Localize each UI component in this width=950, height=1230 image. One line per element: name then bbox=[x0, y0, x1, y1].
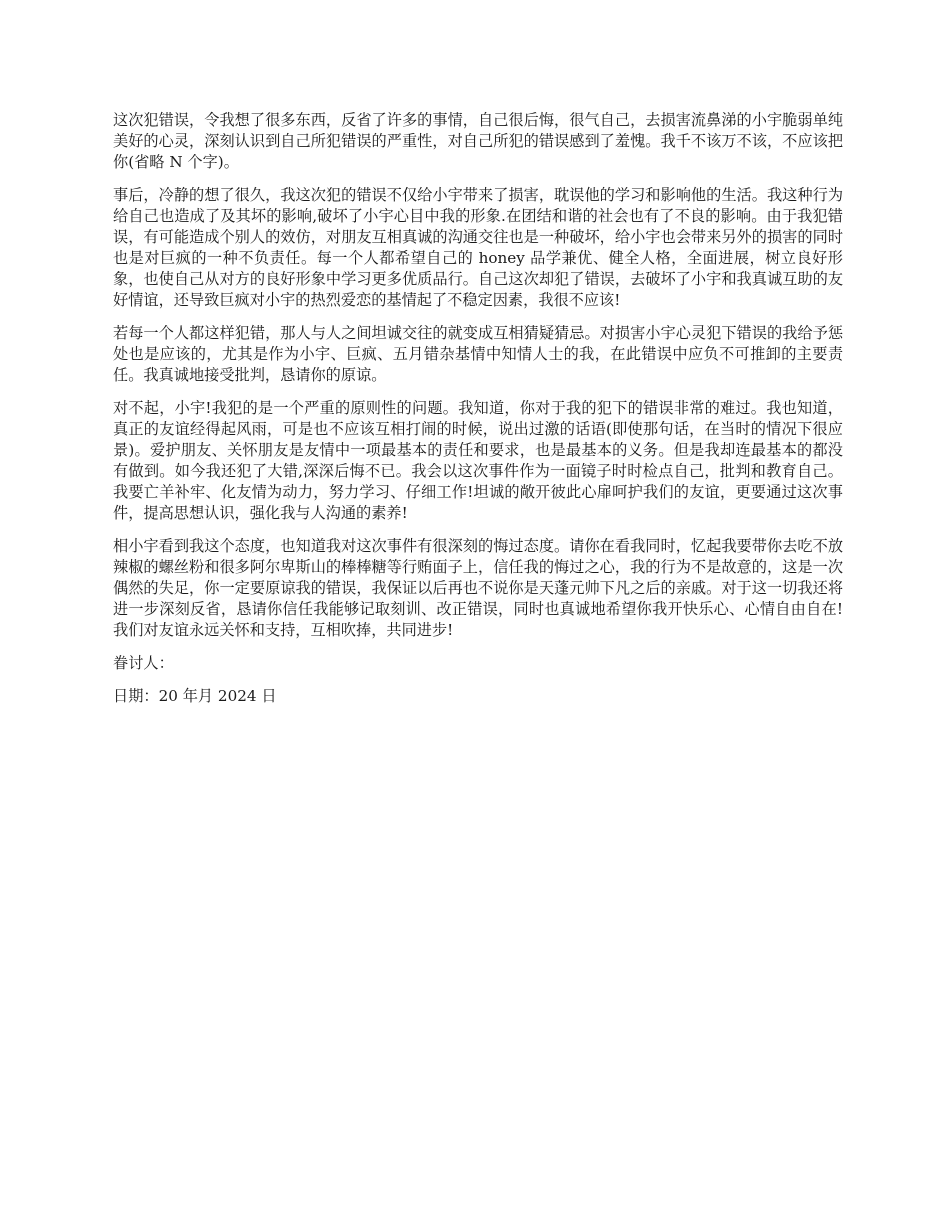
paragraph-4: 对不起，小宇!我犯的是一个严重的原则性的问题。我知道，你对于我的犯下的错误非常的难过。我也知道，真正的友谊经得起风雨，可是也不应该互相打闹的时候，说出过激的话语(即使那句话，在当时的情况下很应景)。爱护朋友、关怀朋友是友情中一项最基本的责任和要求，也是最基本的义务。但是我却连最基本的都没有做到。如今我还犯了大错,深深后悔不已。我会以这次事件作为一面镜子时时检点自己，批判和教育自己。我要亡羊补牢、化友情为动力，努力学习、仔细工作!坦诚的敞开彼此心扉呵护我们的友谊，更要通过这次事件，提高思想认识，强化我与人沟通的素养! bbox=[113, 399, 843, 522]
signature-label: 眷讨人： bbox=[113, 654, 174, 672]
document-body bbox=[113, 110, 843, 719]
paragraph-2: 事后，冷静的想了很久，我这次犯的错误不仅给小宇带来了损害，耽误他的学习和影响他的生活。我这种行为给自己也造成了及其坏的影响,破坏了小宇心目中我的形象.在团结和谐的社会也有了不良的影响。由于我犯错误，有可能造成个别人的效仿，对朋友互相真诚的沟通交往也是一种破坏，给小宇也会带来另外的损害的同时也是对巨疯的一种不负责任。每一个人都希望自己的 honey 品学兼优、健全人格，全面进展，树立良好形象，也使自己从对方的良好形象中学习更多优质品行。自己这次却犯了错误，去破坏了小宇和我真诚互助的友好情谊，还导致巨疯对小宇的热烈爱恋的基情起了不稳定因素，我很不应该! bbox=[113, 186, 843, 309]
date-line: 日期：20 年月 2024 日 bbox=[113, 687, 277, 705]
paragraph-3: 若每一个人都这样犯错，那人与人之间坦诚交往的就变成互相猜疑猜忌。对损害小宇心灵犯下错误的我给予惩处也是应该的，尤其是作为小宇、巨疯、五月错杂基情中知情人士的我，在此错误中应负不可推卸的主要责任。我真诚地接受批判，恳请你的原谅。 bbox=[113, 324, 843, 384]
paragraph-1: 这次犯错误，令我想了很多东西，反省了许多的事情，自己很后悔，很气自己，去损害流鼻涕的小宇脆弱单纯美好的心灵，深刻认识到自己所犯错误的严重性，对自己所犯的错误感到了羞愧。我千不该万不该，不应该把你(省略 N 个字)。 bbox=[113, 111, 843, 171]
paragraph-5: 相小宇看到我这个态度，也知道我对这次事件有很深刻的悔过态度。请你在看我同时，忆起我要带你去吃不放辣椒的螺丝粉和很多阿尔卑斯山的棒棒糖等行贿面子上，信任我的悔过之心，我的行为不是故意的，这是一次偶然的失足，你一定要原谅我的错误，我保证以后再也不说你是天蓬元帅下凡之后的亲戚。对于这一切我还将进一步深刻反省，恳请你信任我能够记取刻训、改正错误，同时也真诚地希望你我开快乐心、心情自由自在!我们对友谊永远关怀和支持，互相吹捧，共同进步! bbox=[113, 537, 843, 639]
